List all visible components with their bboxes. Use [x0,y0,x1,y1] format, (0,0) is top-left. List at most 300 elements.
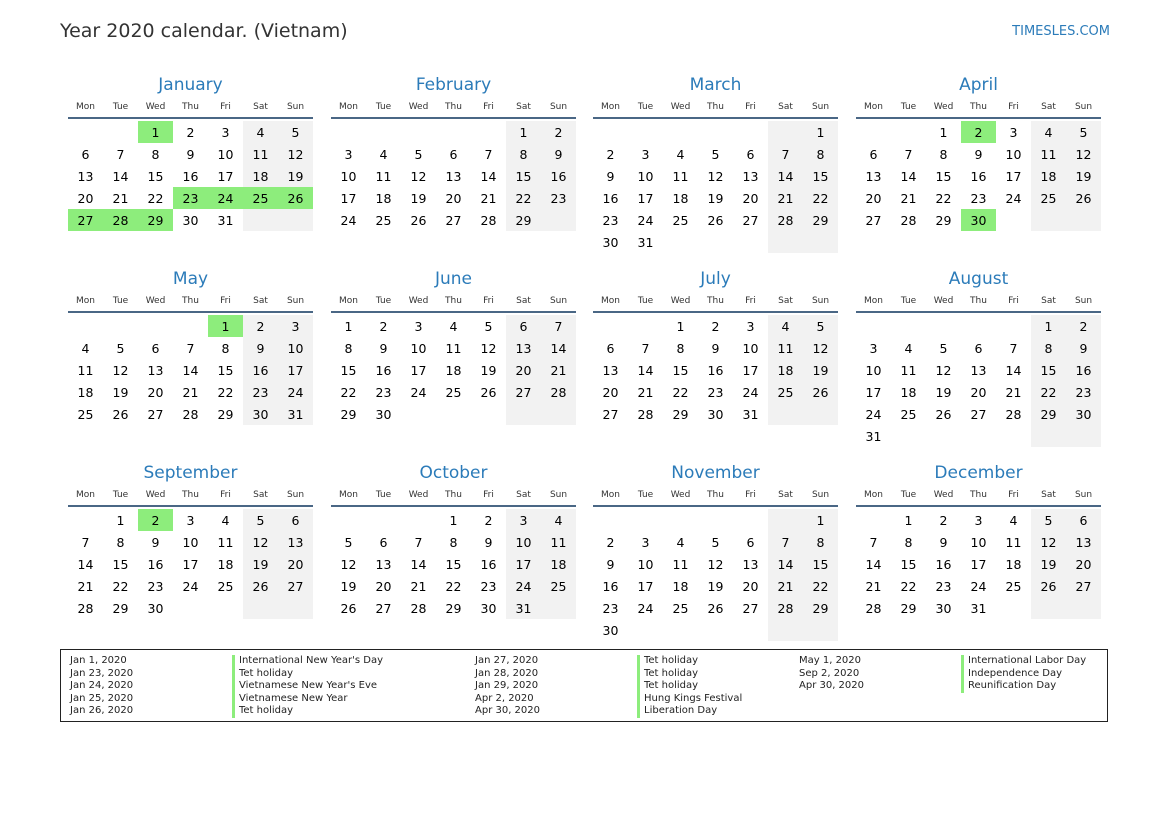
weekday-label: Sun [1074,102,1093,112]
weekday-label: Tue [375,102,392,112]
day-cell: 12 [803,337,838,359]
legend-column [475,655,742,718]
legend-holiday-name: Vietnamese New Year [232,693,348,706]
day-cell: 27 [865,212,882,228]
day-cell: 14 [410,556,427,572]
day-cell: 2 [606,534,615,550]
weekday-label: Wed [670,296,691,306]
day-cell: 3 [506,509,541,531]
weekday-header [331,291,576,313]
day-grid [331,121,576,231]
day-cell: 20 [1066,553,1101,575]
weekday-label: Sat [516,102,531,112]
day-cell: 18 [768,359,803,381]
day-cell: 4 [221,512,230,528]
day-cell: 3 [1009,124,1018,140]
day-cell: 25 [217,578,234,594]
empty-cell [733,121,768,143]
legend-date: Jan 23, 2020 [70,667,134,679]
empty-cell [471,403,506,425]
day-cell: 9 [711,340,720,356]
day-cell: 22 [147,190,164,206]
weekday-label: Fri [745,490,756,500]
day-cell: 28 [182,406,199,422]
day-cell: 10 [1005,146,1022,162]
weekday-label: Sat [516,490,531,500]
day-cell: 16 [182,168,199,184]
day-cell: 2 [939,512,948,528]
empty-cell [698,619,733,641]
day-cell: 23 [707,384,724,400]
weekday-label: Tue [637,102,654,112]
legend-holiday-name: Tet holiday [232,668,293,681]
day-cell: 12 [480,340,497,356]
empty-cell [541,403,576,425]
day-cell: 15 [147,168,164,184]
brand-link[interactable]: TIMESLES.COM [1012,24,1110,39]
day-cell: 16 [602,578,619,594]
day-cell: 29 [803,209,838,231]
day-cell: 5 [1031,509,1066,531]
legend-entry [799,668,1086,681]
day-cell: 12 [410,168,427,184]
weekday-label: Sun [286,490,305,500]
legend-holiday-name: Hung Kings Festival [637,693,742,706]
empty-cell [628,315,663,337]
day-cell: 19 [803,359,838,381]
weekday-label: Mon [76,490,95,500]
day-cell: 19 [935,384,952,400]
day-cell: 7 [869,534,878,550]
day-cell: 18 [672,578,689,594]
weekday-label: Wed [145,490,166,500]
day-cell: 30 [147,600,164,616]
empty-cell [856,509,891,531]
empty-cell [996,315,1031,337]
day-cell: 3 [186,512,195,528]
day-cell: 27 [970,406,987,422]
weekday-label: Sun [811,490,830,500]
day-cell: 29 [1031,403,1066,425]
empty-cell [401,509,436,531]
day-cell: 14 [480,168,497,184]
day-cell: 21 [112,190,129,206]
legend-holiday-name: Reunification Day [961,680,1056,693]
day-cell: 29 [672,406,689,422]
empty-cell [541,597,576,619]
empty-cell [436,403,471,425]
weekday-label: Sun [811,296,830,306]
day-cell: 18 [243,165,278,187]
month-name: December [934,463,1023,483]
day-cell: 1 [939,124,948,140]
day-cell: 13 [602,362,619,378]
month-july [593,267,838,425]
day-cell: 6 [746,534,755,550]
weekday-label: Tue [637,490,654,500]
weekday-header [856,291,1101,313]
day-cell: 6 [151,340,160,356]
day-cell: 29 [935,212,952,228]
day-cell: 5 [116,340,125,356]
day-cell: 30 [602,622,619,638]
day-cell: 10 [506,531,541,553]
day-cell: 18 [375,190,392,206]
day-cell: 11 [672,556,689,572]
day-cell: 11 [768,337,803,359]
day-cell: 18 [77,384,94,400]
day-cell: 12 [935,362,952,378]
day-cell: 30 [375,406,392,422]
day-cell: 22 [900,578,917,594]
day-cell: 18 [541,553,576,575]
weekday-label: Tue [112,296,129,306]
weekday-label: Sat [1041,102,1056,112]
day-cell: 26 [112,406,129,422]
weekday-label: Sat [1041,490,1056,500]
day-grid [331,315,576,425]
weekday-label: Sat [778,490,793,500]
day-cell: 26 [707,212,724,228]
day-cell: 3 [278,315,313,337]
weekday-header [856,485,1101,507]
day-cell: 27 [1066,575,1101,597]
day-cell: 27 [445,212,462,228]
weekday-label: Tue [112,490,129,500]
empty-cell [996,425,1031,447]
day-cell: 30 [480,600,497,616]
day-cell: 20 [742,578,759,594]
empty-cell [173,597,208,619]
day-cell: 28 [541,381,576,403]
day-cell: 11 [1005,534,1022,550]
legend-date: Apr 30, 2020 [475,705,541,716]
day-cell: 6 [81,146,90,162]
month-name: July [700,269,731,289]
empty-cell [436,121,471,143]
weekday-label: Wed [933,490,954,500]
day-cell: 12 [707,556,724,572]
day-cell: 19 [278,165,313,187]
day-cell: 13 [278,531,313,553]
day-cell: 27 [742,212,759,228]
day-cell: 6 [1066,509,1101,531]
day-cell: 28 [637,406,654,422]
day-cell: 9 [186,146,195,162]
day-grid [331,509,576,619]
legend-date: Jan 28, 2020 [475,667,539,679]
day-cell: 3 [641,146,650,162]
day-cell: 4 [904,340,913,356]
day-cell: 29 [803,597,838,619]
weekday-label: Fri [1008,296,1019,306]
empty-cell [803,403,838,425]
weekday-label: Thu [707,102,724,112]
day-cell: 16 [935,556,952,572]
weekday-label: Sat [778,296,793,306]
day-cell: 19 [1066,165,1101,187]
day-cell: 14 [1005,362,1022,378]
legend-holiday-name: Liberation Day [637,705,717,718]
month-name: April [959,75,998,95]
day-cell: 17 [410,362,427,378]
day-cell: 8 [344,340,353,356]
day-cell: 9 [606,168,615,184]
empty-cell [803,231,838,253]
day-cell: 17 [637,190,654,206]
day-cell: 17 [637,578,654,594]
day-cell: 14 [768,165,803,187]
day-cell: 24 [506,575,541,597]
legend-entry [475,680,742,693]
day-cell: 1 [676,318,685,334]
day-cell: 2 [243,315,278,337]
day-cell: 28 [900,212,917,228]
day-cell: 5 [803,315,838,337]
day-cell: 20 [742,190,759,206]
day-cell: 15 [935,168,952,184]
day-cell: 26 [278,187,313,209]
day-cell: 19 [340,578,357,594]
day-cell: 10 [742,340,759,356]
day-cell: 7 [186,340,195,356]
weekday-label: Tue [900,296,917,306]
weekday-label: Wed [408,296,429,306]
holiday-legend [60,649,1108,722]
day-cell: 20 [445,190,462,206]
day-cell: 20 [602,384,619,400]
legend-holiday-name: International New Year's Day [232,655,383,668]
day-cell: 21 [865,578,882,594]
weekday-label: Sat [778,102,793,112]
day-cell: 1 [1031,315,1066,337]
weekday-label: Fri [220,296,231,306]
weekday-label: Thu [970,102,987,112]
weekday-label: Thu [182,490,199,500]
weekday-label: Fri [745,102,756,112]
day-cell: 2 [138,509,173,531]
empty-cell [1066,425,1101,447]
day-cell: 17 [970,556,987,572]
empty-cell [768,509,803,531]
day-cell: 3 [746,318,755,334]
day-cell: 9 [541,143,576,165]
day-cell: 13 [147,362,164,378]
weekday-header [68,485,313,507]
empty-cell [138,315,173,337]
empty-cell [506,403,541,425]
month-november [593,461,838,641]
day-cell: 5 [711,534,720,550]
day-cell: 16 [375,362,392,378]
month-name: May [172,269,209,289]
day-cell: 6 [278,509,313,531]
day-cell: 7 [641,340,650,356]
month-june [331,267,576,425]
empty-cell [103,315,138,337]
month-name: September [143,463,238,483]
day-grid [593,121,838,253]
day-cell: 16 [1066,359,1101,381]
day-cell: 24 [1005,190,1022,206]
day-cell: 8 [803,531,838,553]
empty-cell [698,121,733,143]
weekday-label: Tue [900,490,917,500]
legend-date: May 1, 2020 [799,655,862,666]
day-cell: 4 [449,318,458,334]
weekday-header [68,291,313,313]
day-cell: 25 [768,381,803,403]
weekday-label: Mon [76,296,95,306]
weekday-label: Wed [933,102,954,112]
day-cell: 10 [865,362,882,378]
day-cell: 18 [900,384,917,400]
month-name: February [415,75,492,95]
weekday-header [593,291,838,313]
day-cell: 14 [900,168,917,184]
empty-cell [628,509,663,531]
day-cell: 10 [182,534,199,550]
day-cell: 7 [768,531,803,553]
day-cell: 4 [768,315,803,337]
day-cell: 2 [541,121,576,143]
empty-cell [698,231,733,253]
day-cell: 27 [742,600,759,616]
day-cell: 18 [217,556,234,572]
day-cell: 4 [379,146,388,162]
empty-cell [593,121,628,143]
day-cell: 17 [278,359,313,381]
empty-cell [663,509,698,531]
day-cell: 20 [147,384,164,400]
day-cell: 22 [340,384,357,400]
day-cell: 8 [151,146,160,162]
weekday-label: Fri [483,490,494,500]
weekday-label: Mon [864,102,883,112]
day-cell: 10 [217,146,234,162]
day-cell: 16 [970,168,987,184]
day-cell: 9 [939,534,948,550]
day-cell: 29 [112,600,129,616]
day-cell: 19 [112,384,129,400]
day-cell: 17 [217,168,234,184]
legend-holiday-name: International Labor Day [961,655,1086,668]
day-cell: 16 [541,165,576,187]
day-cell: 31 [637,234,654,250]
day-cell: 21 [480,190,497,206]
day-cell: 30 [243,403,278,425]
legend-holiday-name: Tet holiday [232,705,293,718]
legend-date: Apr 30, 2020 [799,680,865,691]
day-grid [593,315,838,425]
day-cell: 18 [1005,556,1022,572]
empty-cell [401,121,436,143]
day-cell: 5 [1066,121,1101,143]
day-cell: 31 [865,428,882,444]
month-name: October [419,463,488,483]
weekday-label: Thu [182,296,199,306]
empty-cell [1066,597,1101,619]
empty-cell [593,509,628,531]
legend-column [799,655,1086,693]
day-cell: 20 [970,384,987,400]
empty-cell [663,121,698,143]
day-cell: 18 [445,362,462,378]
legend-entry [475,705,742,718]
day-cell: 22 [217,384,234,400]
day-cell: 22 [672,384,689,400]
day-cell: 27 [278,575,313,597]
empty-cell [541,209,576,231]
weekday-label: Thu [970,490,987,500]
weekday-label: Mon [601,490,620,500]
empty-cell [628,121,663,143]
day-cell: 19 [243,553,278,575]
day-cell: 24 [637,212,654,228]
empty-cell [1031,597,1066,619]
day-cell: 7 [414,534,423,550]
day-cell: 6 [746,146,755,162]
day-cell: 21 [77,578,94,594]
day-cell: 3 [414,318,423,334]
day-cell: 8 [1031,337,1066,359]
weekday-header [331,485,576,507]
legend-date: Apr 2, 2020 [475,692,534,704]
weekday-header [331,97,576,119]
month-january [68,73,313,231]
day-cell: 21 [541,359,576,381]
day-cell: 9 [151,534,160,550]
day-cell: 25 [672,600,689,616]
day-cell: 29 [138,209,173,231]
day-cell: 11 [77,362,94,378]
empty-cell [663,231,698,253]
empty-cell [768,231,803,253]
empty-cell [68,121,103,143]
legend-holiday-name: Independence Day [961,668,1062,681]
legend-entry [799,680,1086,693]
empty-cell [1031,425,1066,447]
day-cell: 15 [803,165,838,187]
month-name: June [434,269,473,289]
weekday-label: Thu [445,490,462,500]
day-cell: 25 [77,406,94,422]
day-cell: 23 [541,187,576,209]
day-cell: 24 [865,406,882,422]
day-cell: 10 [410,340,427,356]
day-cell: 15 [445,556,462,572]
day-cell: 29 [506,209,541,231]
month-name: November [671,463,760,483]
day-cell: 4 [243,121,278,143]
day-cell: 31 [278,403,313,425]
day-cell: 28 [768,209,803,231]
empty-cell [733,509,768,531]
empty-cell [243,209,278,231]
day-cell: 8 [939,146,948,162]
day-grid [68,121,313,231]
day-cell: 27 [68,209,103,231]
legend-date: Jan 26, 2020 [70,705,134,716]
day-cell: 2 [606,146,615,162]
day-cell: 8 [676,340,685,356]
weekday-label: Mon [339,490,358,500]
day-cell: 17 [742,362,759,378]
empty-cell [68,509,103,531]
weekday-label: Mon [339,102,358,112]
page-title: Year 2020 calendar. (Vietnam) [60,20,348,42]
day-cell: 4 [676,534,685,550]
